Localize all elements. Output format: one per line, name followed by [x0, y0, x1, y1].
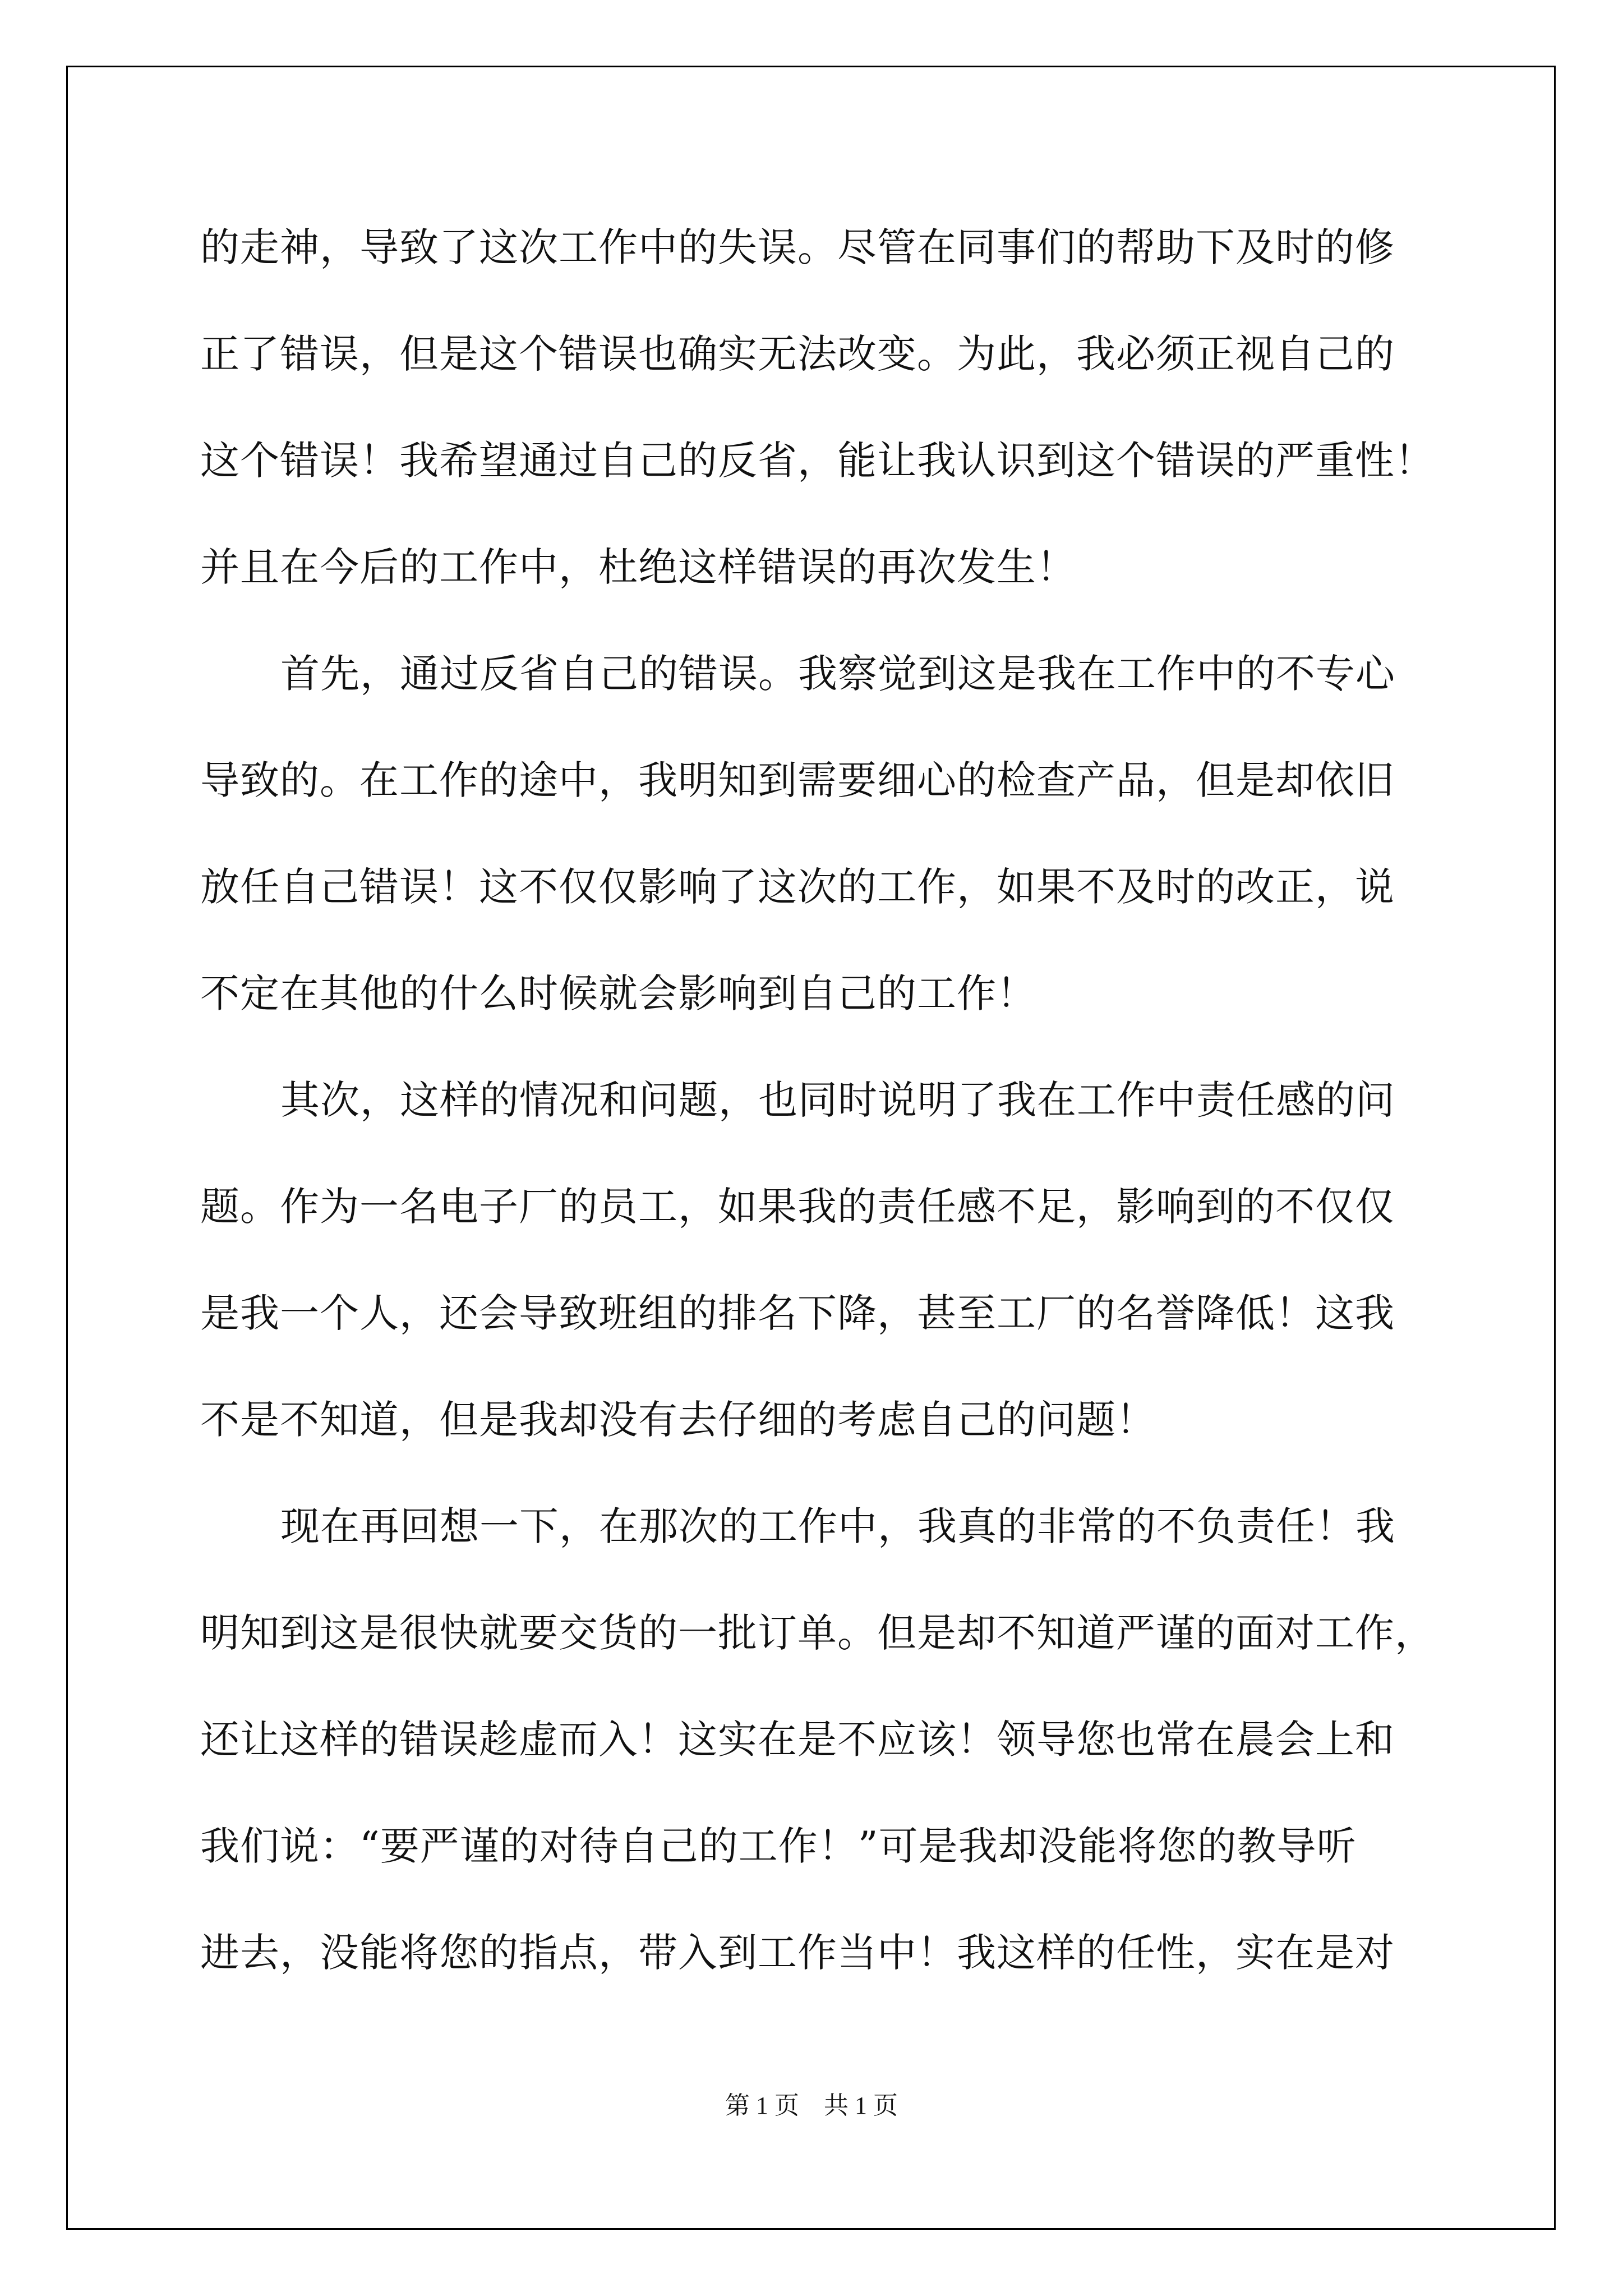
page-border: [66, 66, 1556, 2230]
text-line: 不是不知道，但是我却没有去仔细的考虑自己的问题！: [200, 1397, 1156, 1443]
text-line: 正了错误，但是这个错误也确实无法改变。为此，我必须正视自己的: [200, 331, 1395, 377]
paragraph-first-line: 其次，这样的情况和问题，也同时说明了我在工作中责任感的问: [280, 1077, 1395, 1123]
paragraph-first-line: 首先，通过反省自己的错误。我察觉到这是我在工作中的不专心: [280, 651, 1395, 697]
text-line: 进去，没能将您的指点，带入到工作当中！我这样的任性，实在是对: [200, 1930, 1395, 1976]
text-line: 这个错误！我希望通过自己的反省，能让我认识到这个错误的严重性！: [200, 438, 1435, 484]
text-line: 并且在今后的工作中，杜绝这样错误的再次发生！: [200, 544, 1076, 590]
text-line: 明知到这是很快就要交货的一批订单。但是却不知道严谨的面对工作，: [200, 1610, 1435, 1656]
text-line: 导致的。在工作的途中，我明知到需要细心的检查产品，但是却依旧: [200, 757, 1395, 803]
text-line: 还让这样的错误趁虚而入！这实在是不应该！领导您也常在晨会上和: [200, 1717, 1395, 1763]
text-line: 的走神，导致了这次工作中的失误。尽管在同事们的帮助下及时的修: [200, 224, 1395, 270]
text-line: 不定在其他的什么时候就会影响到自己的工作！: [200, 970, 1036, 1016]
text-line: 放任自己错误！这不仅仅影响了这次的工作，如果不及时的改正，说: [200, 864, 1395, 910]
text-line: 题。作为一名电子厂的员工，如果我的责任感不足，影响到的不仅仅: [200, 1184, 1395, 1230]
text-line: 我们说：“要严谨的对待自己的工作！”可是我却没能将您的教导听: [200, 1823, 1357, 1869]
page-number-footer: 第 1 页 共 1 页: [725, 2092, 898, 2119]
text-line: 是我一个人，还会导致班组的排名下降，甚至工厂的名誉降低！这我: [200, 1290, 1395, 1336]
paragraph-first-line: 现在再回想一下，在那次的工作中，我真的非常的不负责任！我: [280, 1503, 1395, 1549]
